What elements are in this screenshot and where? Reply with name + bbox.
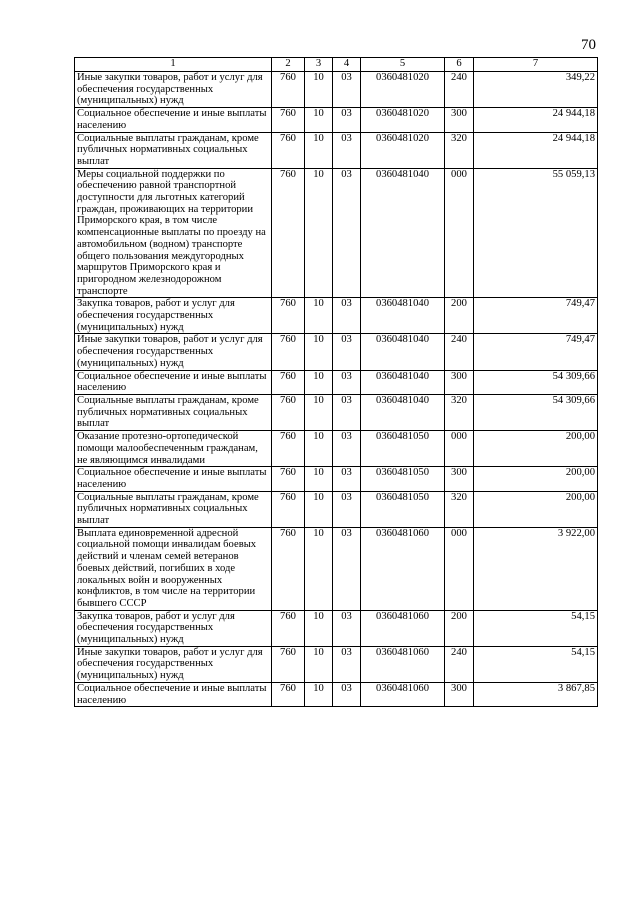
row-code-cell: 10	[305, 334, 333, 370]
row-code-cell: 10	[305, 431, 333, 467]
row-code-cell: 200	[445, 610, 474, 646]
row-name-cell: Социальное обеспечение и иные выплаты населению	[75, 467, 272, 491]
row-code-cell: 03	[333, 610, 361, 646]
row-code-cell: 300	[445, 370, 474, 394]
row-code-cell: 10	[305, 298, 333, 334]
row-code-cell: 760	[272, 527, 305, 610]
column-header: 6	[445, 58, 474, 72]
row-amount-cell: 200,00	[474, 491, 598, 527]
row-amount-cell: 3 867,85	[474, 682, 598, 706]
row-amount-cell: 54,15	[474, 610, 598, 646]
row-amount-cell: 200,00	[474, 467, 598, 491]
row-code-cell: 10	[305, 467, 333, 491]
row-code-cell: 03	[333, 467, 361, 491]
row-name-cell: Меры социальной поддержки по обеспечению равной транспортной доступности для льготных категорий граждан, проживающих на территории Приморского края, в том числе компенсационные выплаты по проезду на автомобильном (водном) транспорте общего пользования междугородных маршрутов Приморского края и пригородном железнодорожном транспорте	[75, 168, 272, 298]
row-code-cell: 0360481040	[361, 394, 445, 430]
row-code-cell: 03	[333, 370, 361, 394]
row-code-cell: 0360481060	[361, 646, 445, 682]
row-name-cell: Иные закупки товаров, работ и услуг для обеспечения государственных (муниципальных) нужд	[75, 72, 272, 108]
row-code-cell: 10	[305, 491, 333, 527]
table-row	[75, 298, 598, 334]
header-row	[75, 58, 598, 72]
row-code-cell: 000	[445, 431, 474, 467]
row-code-cell: 300	[445, 682, 474, 706]
row-name-cell: Иные закупки товаров, работ и услуг для обеспечения государственных (муниципальных) нужд	[75, 334, 272, 370]
row-code-cell: 10	[305, 682, 333, 706]
row-amount-cell: 3 922,00	[474, 527, 598, 610]
row-code-cell: 10	[305, 370, 333, 394]
row-code-cell: 10	[305, 108, 333, 132]
column-header: 7	[474, 58, 598, 72]
table-row	[75, 334, 598, 370]
row-amount-cell: 54 309,66	[474, 394, 598, 430]
row-amount-cell: 24 944,18	[474, 132, 598, 168]
row-code-cell: 0360481020	[361, 108, 445, 132]
table-row	[75, 108, 598, 132]
row-code-cell: 760	[272, 298, 305, 334]
row-code-cell: 0360481040	[361, 168, 445, 298]
row-name-cell: Выплата единовременной адресной социальной помощи инвалидам боевых действий и членам семей ветеранов боевых действий, погибших в ходе локальных войн и вооруженных конфликтов, в том числе на территории бывшего СССР	[75, 527, 272, 610]
row-code-cell: 0360481050	[361, 431, 445, 467]
row-code-cell: 0360481050	[361, 491, 445, 527]
row-name-cell: Социальные выплаты гражданам, кроме публичных нормативных социальных выплат	[75, 491, 272, 527]
table-row	[75, 394, 598, 430]
column-header: 3	[305, 58, 333, 72]
table-row	[75, 682, 598, 706]
row-code-cell: 03	[333, 682, 361, 706]
column-header: 5	[361, 58, 445, 72]
row-code-cell: 0360481020	[361, 132, 445, 168]
row-name-cell: Закупка товаров, работ и услуг для обеспечения государственных (муниципальных) нужд	[75, 610, 272, 646]
row-code-cell: 0360481040	[361, 370, 445, 394]
row-code-cell: 0360481060	[361, 610, 445, 646]
table-row	[75, 168, 598, 298]
row-code-cell: 03	[333, 168, 361, 298]
row-code-cell: 760	[272, 431, 305, 467]
row-code-cell: 0360481060	[361, 527, 445, 610]
row-amount-cell: 54 309,66	[474, 370, 598, 394]
row-code-cell: 240	[445, 334, 474, 370]
row-name-cell: Закупка товаров, работ и услуг для обеспечения государственных (муниципальных) нужд	[75, 298, 272, 334]
row-name-cell: Социальные выплаты гражданам, кроме публичных нормативных социальных выплат	[75, 394, 272, 430]
row-code-cell: 03	[333, 394, 361, 430]
row-code-cell: 320	[445, 491, 474, 527]
row-name-cell: Социальное обеспечение и иные выплаты населению	[75, 682, 272, 706]
row-amount-cell: 55 059,13	[474, 168, 598, 298]
row-code-cell: 10	[305, 72, 333, 108]
row-code-cell: 760	[272, 72, 305, 108]
row-code-cell: 0360481040	[361, 298, 445, 334]
column-header: 4	[333, 58, 361, 72]
row-name-cell: Оказание протезно-ортопедической помощи малообеспеченным гражданам, не являющимся инвалидами	[75, 431, 272, 467]
row-name-cell: Социальные выплаты гражданам, кроме публичных нормативных социальных выплат	[75, 132, 272, 168]
row-code-cell: 10	[305, 610, 333, 646]
row-code-cell: 03	[333, 334, 361, 370]
table-row	[75, 370, 598, 394]
row-code-cell: 760	[272, 168, 305, 298]
row-code-cell: 10	[305, 646, 333, 682]
column-header: 2	[272, 58, 305, 72]
row-amount-cell: 749,47	[474, 298, 598, 334]
row-code-cell: 10	[305, 527, 333, 610]
row-code-cell: 760	[272, 646, 305, 682]
row-code-cell: 240	[445, 646, 474, 682]
row-code-cell: 760	[272, 610, 305, 646]
table-row	[75, 132, 598, 168]
row-amount-cell: 749,47	[474, 334, 598, 370]
table-row	[75, 491, 598, 527]
row-code-cell: 320	[445, 394, 474, 430]
row-amount-cell: 349,22	[474, 72, 598, 108]
row-code-cell: 760	[272, 132, 305, 168]
row-name-cell: Иные закупки товаров, работ и услуг для обеспечения государственных (муниципальных) нужд	[75, 646, 272, 682]
row-code-cell: 0360481060	[361, 682, 445, 706]
page-number: 70	[581, 37, 596, 53]
row-code-cell: 03	[333, 431, 361, 467]
row-code-cell: 10	[305, 394, 333, 430]
budget-table	[74, 57, 598, 707]
table-row	[75, 646, 598, 682]
row-code-cell: 760	[272, 682, 305, 706]
row-code-cell: 03	[333, 72, 361, 108]
row-code-cell: 760	[272, 491, 305, 527]
row-code-cell: 200	[445, 298, 474, 334]
row-code-cell: 03	[333, 491, 361, 527]
row-code-cell: 760	[272, 370, 305, 394]
row-code-cell: 300	[445, 467, 474, 491]
row-code-cell: 0360481050	[361, 467, 445, 491]
row-code-cell: 760	[272, 467, 305, 491]
row-name-cell: Социальное обеспечение и иные выплаты населению	[75, 108, 272, 132]
row-amount-cell: 24 944,18	[474, 108, 598, 132]
table-row	[75, 610, 598, 646]
table-row	[75, 431, 598, 467]
row-code-cell: 240	[445, 72, 474, 108]
row-code-cell: 760	[272, 334, 305, 370]
row-code-cell: 0360481020	[361, 72, 445, 108]
row-code-cell: 320	[445, 132, 474, 168]
row-code-cell: 03	[333, 132, 361, 168]
row-code-cell: 10	[305, 168, 333, 298]
row-code-cell: 000	[445, 527, 474, 610]
row-amount-cell: 200,00	[474, 431, 598, 467]
row-amount-cell: 54,15	[474, 646, 598, 682]
row-code-cell: 03	[333, 298, 361, 334]
row-name-cell: Социальное обеспечение и иные выплаты населению	[75, 370, 272, 394]
row-code-cell: 300	[445, 108, 474, 132]
row-code-cell: 03	[333, 646, 361, 682]
row-code-cell: 000	[445, 168, 474, 298]
row-code-cell: 760	[272, 108, 305, 132]
row-code-cell: 760	[272, 394, 305, 430]
row-code-cell: 0360481040	[361, 334, 445, 370]
table-row	[75, 467, 598, 491]
table-row	[75, 527, 598, 610]
column-header: 1	[75, 58, 272, 72]
row-code-cell: 03	[333, 108, 361, 132]
row-code-cell: 10	[305, 132, 333, 168]
table-row	[75, 72, 598, 108]
row-code-cell: 03	[333, 527, 361, 610]
